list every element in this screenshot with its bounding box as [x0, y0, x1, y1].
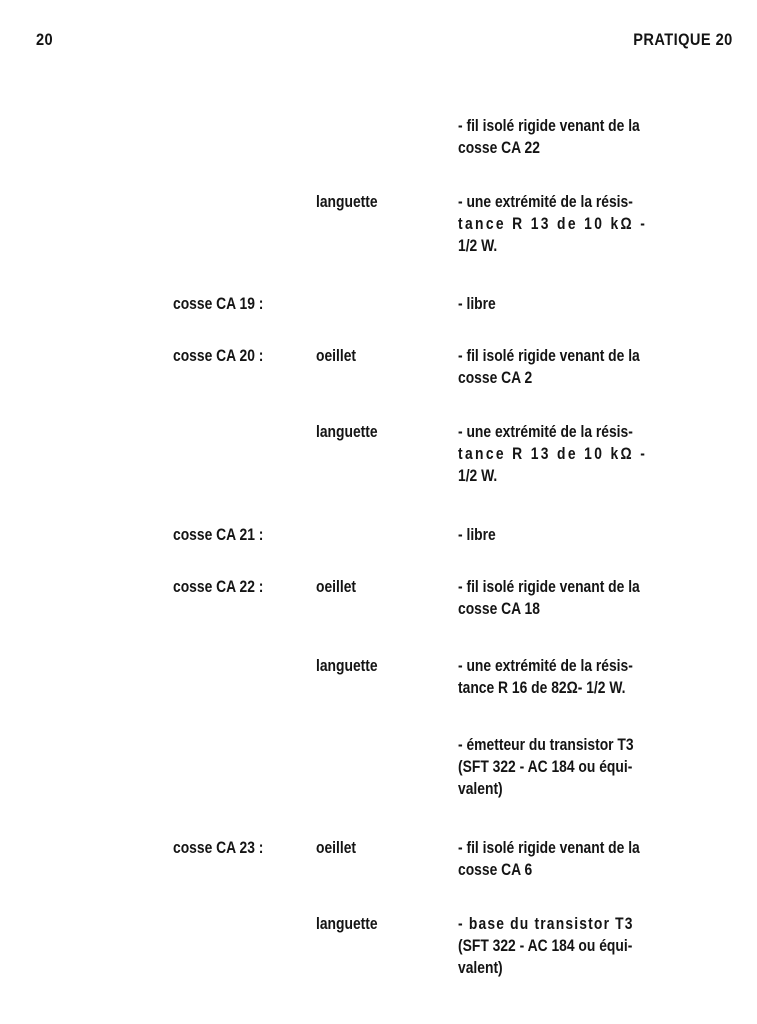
- description-line: - fil isolé rigide venant de la: [458, 578, 640, 596]
- description: [458, 524, 496, 546]
- connection-point: languette: [316, 193, 378, 211]
- description: [458, 734, 634, 800]
- description-line: valent): [458, 959, 503, 977]
- description-line: 1/2 W.: [458, 467, 498, 485]
- description-line: (SFT 322 - AC 184 ou équi-: [458, 937, 633, 955]
- description: [458, 345, 640, 389]
- terminal-label: cosse CA 19 :: [173, 295, 264, 313]
- description: [458, 576, 640, 620]
- description-line: 1/2 W.: [458, 237, 498, 255]
- description-line: - une extrémité de la résis-: [458, 193, 633, 211]
- description: [458, 913, 634, 979]
- description: [458, 293, 496, 315]
- connection-point: languette: [316, 423, 378, 441]
- description-line: cosse CA 6: [458, 861, 533, 879]
- description-line: (SFT 322 - AC 184 ou équi-: [458, 758, 633, 776]
- terminal-label: cosse CA 21 :: [173, 526, 264, 544]
- description-line: - fil isolé rigide venant de la: [458, 347, 640, 365]
- description: [458, 421, 647, 487]
- description-line: - libre: [458, 295, 496, 313]
- description: [458, 191, 647, 257]
- connection-point: oeillet: [316, 578, 357, 596]
- terminal-label: cosse CA 23 :: [173, 839, 264, 857]
- description-line: tance R 13 de 10 kΩ -: [458, 445, 648, 463]
- running-title: PRATIQUE 20: [633, 30, 733, 49]
- description-line: - libre: [458, 526, 496, 544]
- description-line: - base du transistor T3: [458, 915, 634, 933]
- connection-point: oeillet: [316, 347, 357, 365]
- description-line: - une extrémité de la résis-: [458, 423, 633, 441]
- description-line: cosse CA 22: [458, 139, 540, 157]
- description-line: - une extrémité de la résis-: [458, 657, 633, 675]
- description-line: tance R 16 de 82Ω- 1/2 W.: [458, 679, 626, 697]
- description-line: valent): [458, 780, 503, 798]
- page-number: 20: [36, 30, 54, 49]
- description-line: - fil isolé rigide venant de la: [458, 839, 640, 857]
- connection-point: languette: [316, 915, 378, 933]
- connection-point: languette: [316, 657, 378, 675]
- connection-point: oeillet: [316, 839, 357, 857]
- description-line: cosse CA 2: [458, 369, 533, 387]
- description: [458, 655, 633, 699]
- terminal-label: cosse CA 20 :: [173, 347, 264, 365]
- description-line: - fil isolé rigide venant de la: [458, 117, 640, 135]
- description-line: tance R 13 de 10 kΩ -: [458, 215, 648, 233]
- description-line: - émetteur du transistor T3: [458, 736, 634, 754]
- terminal-label: cosse CA 22 :: [173, 578, 264, 596]
- description: [458, 837, 640, 881]
- description-line: cosse CA 18: [458, 600, 540, 618]
- description: [458, 115, 640, 159]
